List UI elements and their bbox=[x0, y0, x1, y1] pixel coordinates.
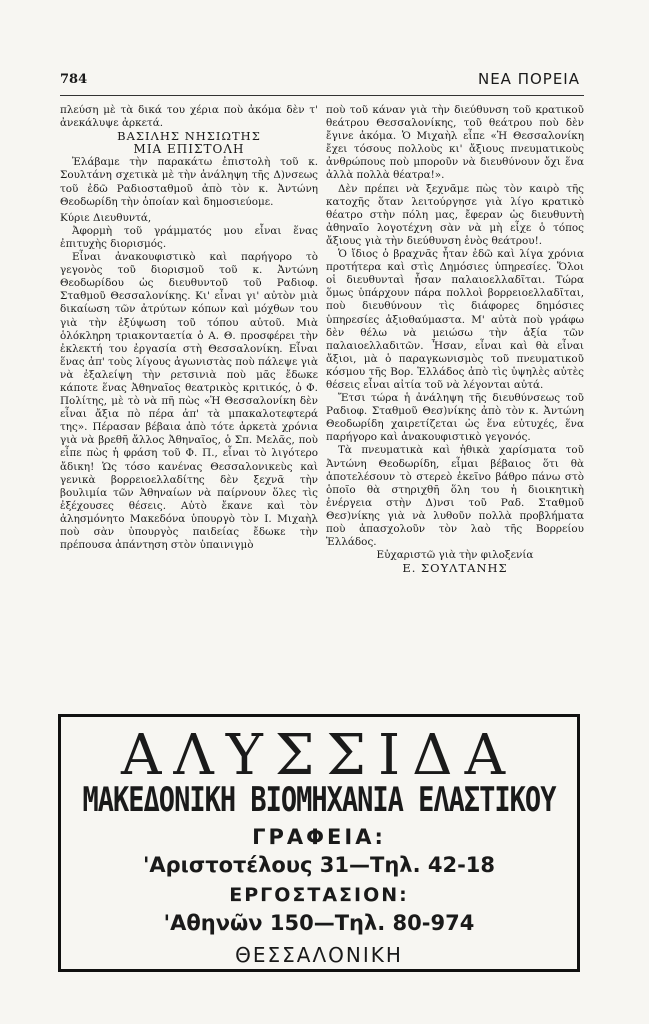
header-rule bbox=[60, 95, 584, 96]
ad-offices-label: ΓΡΑΦΕΙΑ: bbox=[252, 825, 386, 849]
letter-paragraph: Δὲν πρέπει νὰ ξεχνᾶμε πὼς τὸν καιρὸ τῆς κατοχῆς ὅταν λειτούργησε γιὰ λίγο κρατικὸ θέατρο στὴν πόλη μας, ἔφεραν ὡς διευθυντὴ ἀθηναῖο λογοτέχνη σὰν νὰ μὴ εἶχε ὁ τόπος ἄξιους γιὰ τὴν διεύθυνση ἑνὸς θεάτρου!. bbox=[326, 182, 584, 247]
letter-paragraph: Εἶναι ἀνακουφιστικὸ καὶ παρήγορο τὸ γεγονὸς τοῦ διορισμοῦ τοῦ κ. Ἀντώνη Θεοδωρίδου ὡς διευθυντοῦ τοῦ Ραδιοφ. Σταθμοῦ Θεσσαλονίκης. Κι' εἶναι γι' αὐτὸν μιὰ δικαίωση τῶν ἀτρύτων κόπων καὶ μόχθων του γιὰ τὴν ἐξύψωση τοῦ τόπου αὐτοῦ. Μιὰ ὁλόκληρη τριακονταετία ὁ Α. Θ. προσφέρει τὴν ἐκλεκτή του ἐργασία στὴ Θεσσαλονίκη. Εἶναι ἕνας ἀπ' τοὺς λίγους ἀγωνιστὰς ποὺ πάλεψε γιὰ νὰ ἐξαλείψη τὴν ρετσινιὰ ποὺ μᾶς ἔδωκε κάποτε ἕνας Ἀθηναῖος θεατρικὸς κριτικός, ὁ Φ. Πολίτης, μὲ τὸ νὰ πῆ πὼς «Ἡ Θεσσαλονίκη δὲν εἶναι ἄξια πὸ πέρα ἀπ' τὰ μπακαλοτεφτερά της». Πέρασαν βέβαια ἀπὸ τότε ἀρκετὰ χρόνια γιὰ νὰ βρεθῆ ἄλλος Ἀθηναῖος, ὁ Σπ. Μελᾶς, ποὺ εἶπε πὼς ἡ φράση τοῦ Φ. Π., εἶναι τὸ λιγότερο ἄδικη! Ὡς τόσο κανένας Θεσσαλονικεὺς καὶ γενικὰ βορρειοελλαδίτης δὲν ξεχνᾶ τὴν βουλιμία τῶν Ἀθηναίων νὰ παίρνουν ὅλες τὶς ἐξέχουσες θέσεις. Αὐτὸ ἔκανε καὶ τὸν ἀλησμόνητο Μακεδόνα ὑπουργὸ τὸν Ι. Μιχαὴλ ποὺ σὰν ὑπουργὸς παιδείας ἔδωκε τὴν πρέπουσα ἀπάντηση στὸν ὑπαινιγμὸ bbox=[60, 251, 318, 552]
letter-paragraph: Ἔτσι τώρα ἡ ἀνάληψη τῆς διευθύνσεως τοῦ Ραδιοφ. Σταθμοῦ Θεσ)νίκης ἀπὸ τὸν κ. Ἀντώνη Θεοδωρίδη χαιρετίζεται ὡς ἕνα εὐτυχές, ἕνα παρήγορο καὶ ἀνακουφιστικὸ γεγονός. bbox=[326, 392, 584, 444]
page-number: 784 bbox=[60, 72, 88, 87]
ad-factory-label: ΕΡΓΟΣΤΑΣΙΟΝ: bbox=[229, 884, 409, 906]
journal-title: ΝΕΑ ΠΟΡΕΙΑ bbox=[477, 70, 580, 88]
left-column bbox=[60, 104, 318, 552]
article-heading: ΜΙΑ ΕΠΙΣΤΟΛΗ bbox=[133, 142, 245, 157]
ad-factory-address: 'Αθηνῶν 150—Τηλ. 80-974 bbox=[163, 911, 475, 935]
ad-subtitle: ΜΑΚΕΔΟΝΙΚΗ ΒΙΟΜΗΧΑΝΙΑ ΕΛΑΣΤΙΚΟΥ bbox=[82, 781, 556, 820]
advertisement-box bbox=[58, 714, 580, 972]
letter-paragraph: ποὺ τοῦ κάναν γιὰ τὴν διεύθυνση τοῦ κρατικοῦ θεάτρου Θεσσαλονίκης, τοῦ θεάτρου ποὺ δὲν ἔγινε ἀκόμα. Ὁ Μιχαὴλ εἶπε «Ἡ Θεσσαλονίκη ἔχει τόσους πολλοὺς κι' ἄξιους πνευματικοὺς ἀνθρώπους ποὺ μποροῦν νὰ διευθύνουν ὄχι ἕνα ἀλλὰ πολλὰ θέατρα!». bbox=[326, 104, 584, 182]
right-column bbox=[326, 104, 584, 575]
ad-offices-address: 'Αριστοτέλους 31—Τηλ. 42-18 bbox=[142, 853, 496, 877]
article-body bbox=[60, 104, 584, 706]
letter-paragraph: Τὰ πνευματικὰ καὶ ἠθικὰ χαρίσματα τοῦ Ἀντώνη Θεοδωρίδη, εἶμαι βέβαιος ὅτι θὰ ἀποτελέσουν τὸ στερεὸ ἐκεῖνο βάθρο πάνω στὸ ὁποῖο θὰ στηριχθῆ ὅλη του ἡ διοικητικὴ ἐνέργεια στὴν Δ)νσι τοῦ Ραδ. Σταθμοῦ Θεσ)νίκης γιὰ νὰ λυθοῦν πολλὰ προβλήματα ποὺ ἀπασχολοῦν τὸν λαὸ τῆς Βορρείου Ἑλλάδος. bbox=[326, 444, 584, 549]
ad-city: ΘΕΣΣΑΛΟΝΙΚΗ bbox=[235, 943, 403, 967]
previous-article-ending: πλεύση μὲ τὰ δικά του χέρια ποὺ ἀκόμα δὲν τ' ἀνεκάλυψε ἀρκετά. bbox=[60, 104, 318, 130]
letter-paragraph: Ὁ ἴδιος ὁ βραχνᾶς ἦταν ἐδῶ καὶ λίγα χρόνια προτήτερα καὶ στὶς Δημόσιες ὑπηρεσίες. Ὅλοι οἱ διευθυνταὶ ἦσαν παλαιοελλαδῖται. Τώρα ὅμως ὑπάρχουν πάρα πολλοὶ βορρειοελλαδῖται, ποὺ διευθύνουν τὶς διάφορες δημόσιες ὑπηρεσίες ἀξιοθαύμαστα. Μ' αὐτὰ ποὺ γράφω δὲν θέλω νὰ μειώσω τὴν ἀξία τῶν παλαιοελλαδιτῶν. Ἦσαν, εἶναι καὶ θὰ εἶναι ἄξιοι, μὰ ὁ παραγκωνισμὸς τοῦ πνευματικοῦ κόσμου τῆς Βορ. Ἑλλάδος ἀπὸ τὶς ὑψηλὲς αὐτὲς θέσεις εἶναι αἰτία τοῦ νὰ λέγονται αὐτά. bbox=[326, 248, 584, 391]
previous-article-signature: ΒΑΣΙΛΗΣ ΝΗΣΙΩΤΗΣ bbox=[117, 129, 261, 144]
editor-preface: Ἐλάβαμε τὴν παρακάτω ἐπιστολὴ τοῦ κ. Σουλτάνη σχετικὰ μὲ τὴν ἀνάληψη τῆς Δ)νσεως τοῦ ἐδῶ Ραδιοσταθμοῦ ἀπὸ τὸν κ. Ἀντώνη Θεοδωρίδη τὴν ὁποίαν καὶ δημοσιεύομε. bbox=[60, 156, 318, 208]
letter-paragraph: Ἀφορμὴ τοῦ γράμματός μου εἶναι ἕνας ἐπιτυχὴς διορισμός. bbox=[60, 224, 318, 250]
letter-signature: Ε. ΣΟΥΛΤΑΝΗΣ bbox=[402, 561, 508, 576]
letter-closing: Εὐχαριστῶ γιὰ τὴν φιλοξενία bbox=[376, 549, 534, 562]
page-header bbox=[60, 70, 580, 92]
letter-salutation: Κύριε Διευθυντά, bbox=[60, 211, 152, 224]
ad-brand-name: ΑΛΥΣΣΙΔΑ bbox=[120, 723, 518, 788]
